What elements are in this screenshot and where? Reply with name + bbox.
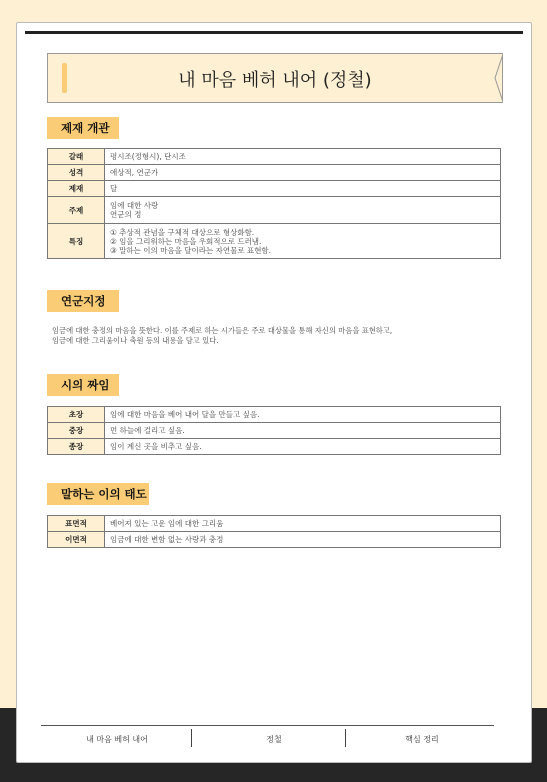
section-heading-overview [47,117,109,139]
row-key: 성격 [48,165,105,181]
footer-author: 정철 [266,735,282,744]
row-value: 평시조(정형시), 단시조 [105,149,501,165]
row-key: 중장 [48,423,105,439]
section-heading-text: 시의 짜임 [61,378,110,392]
row-value: 임에 대한 사랑 연군의 정 [105,197,501,224]
table-row [48,165,501,181]
table-row [48,224,501,259]
footer-separator [191,729,192,747]
footer-rule [41,725,494,726]
table-row [48,423,501,439]
footer-category: 핵심 정리 [405,735,439,744]
worksheet-page [16,22,532,763]
section-heading-context [47,290,105,312]
row-key: 제재 [48,181,105,197]
row-value: ① 추상적 관념을 구체적 대상으로 형상화함. ② 임을 그리워하는 마음을 우회적으로 드러냄. ③ 말하는 이의 마음을 달이라는 자연물로 표현함. [105,224,501,259]
page-title: 내 마음 베허 내어 (정철) [178,70,372,91]
table-row [48,197,501,224]
overview-table [47,148,501,259]
banner-notch [489,54,503,102]
row-value: 달 [105,181,501,197]
table-row [48,407,501,423]
row-key: 이면적 [48,532,105,548]
row-value: 애상적, 연군가 [105,165,501,181]
top-rule [25,31,523,34]
row-value: 먼 하늘에 걸리고 싶음. [105,423,501,439]
row-value: 임에 대한 마음을 베어 내어 달을 만들고 싶음. [105,407,501,423]
attitude-table [47,515,501,548]
row-key: 표면적 [48,516,105,532]
table-row [48,439,501,455]
section-heading-text: 말하는 이의 태도 [61,487,147,501]
section-heading-text: 연군지정 [61,294,106,308]
row-key: 주제 [48,197,105,224]
table-row [48,181,501,197]
row-key: 초장 [48,407,105,423]
context-paragraph: 임금에 대한 충정의 마음을 뜻한다. 이를 주제로 하는 시가들은 주로 대상물을 통해 자신의 마음을 표현하고, 임금에 대한 그리움이나 축원 등의 내용을 담고 있다. [52,326,393,345]
row-value: 임이 계신 곳을 비추고 싶음. [105,439,501,455]
footer-separator [345,729,346,747]
row-key: 특징 [48,224,105,259]
section-heading-structure [47,374,109,396]
structure-table [47,406,501,455]
section-heading-text: 제재 개관 [61,121,110,135]
table-row [48,516,501,532]
table-row [48,532,501,548]
row-key: 종장 [48,439,105,455]
footer-work-title: 내 마음 베허 내어 [86,735,148,744]
title-banner [47,53,503,103]
section-heading-attitude [47,483,147,505]
table-row [48,149,501,165]
row-value: 베어져 있는 고운 임에 대한 그리움 [105,516,501,532]
row-value: 임금에 대한 변함 없는 사랑과 충정 [105,532,501,548]
row-key: 갈래 [48,149,105,165]
